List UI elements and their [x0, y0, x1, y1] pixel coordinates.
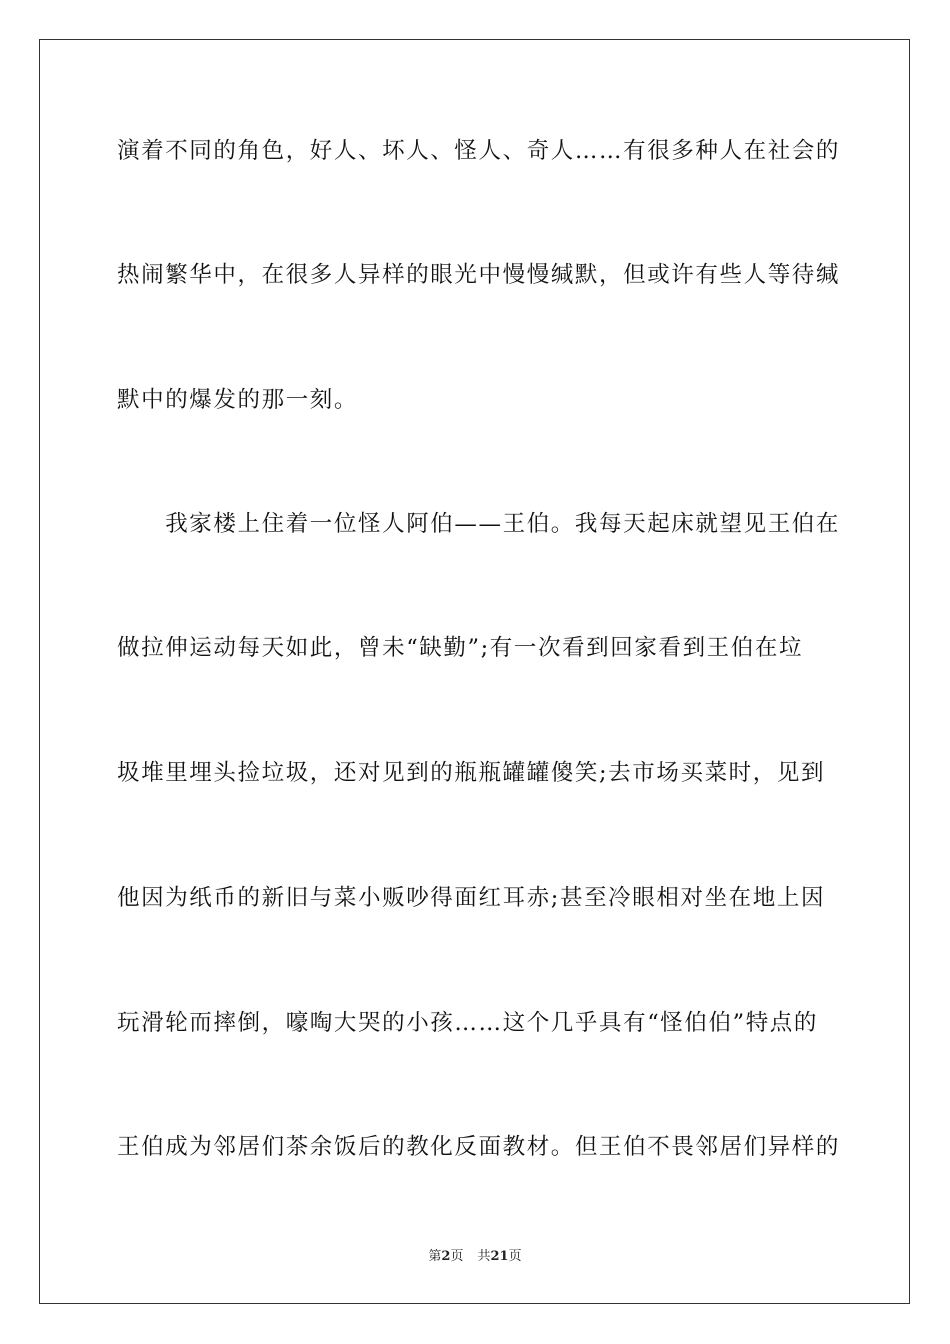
- page-border: [39, 39, 910, 1304]
- text-line: 他因为纸币的新旧与菜小贩吵得面红耳赤;甚至冷眼相对坐在地上因: [117, 885, 826, 911]
- page-suffix: 页: [450, 1249, 464, 1264]
- text-line: 默中的爆发的那一刻。: [117, 387, 359, 413]
- total-prefix: 共: [477, 1249, 491, 1264]
- text-line: 玩滑轮而摔倒，嚎啕大哭的小孩……这个几乎具有“怪伯伯”特点的: [117, 1010, 819, 1036]
- text-line: 圾堆里埋头捡垃圾，还对见到的瓶瓶罐罐傻笑;去市场买菜时，见到: [117, 760, 826, 786]
- page-prefix: 第: [428, 1249, 442, 1264]
- page-number: 2: [441, 1249, 451, 1264]
- total-pages: 21: [490, 1249, 509, 1264]
- text-line: 做拉伸运动每天如此，曾未“缺勤”;有一次看到回家看到王伯在垃: [117, 635, 804, 661]
- total-suffix: 页: [508, 1249, 522, 1264]
- page-footer: [0, 1248, 950, 1266]
- text-line: 热闹繁华中，在很多人异样的眼光中慢慢缄默，但或许有些人等待缄: [117, 262, 841, 288]
- text-line: 演着不同的角色，好人、坏人、怪人、奇人……有很多种人在社会的: [117, 138, 841, 164]
- paragraph-start-line: 我家楼上住着一位怪人阿伯——王伯。我每天起床就望见王伯在: [117, 511, 841, 537]
- text-line: 王伯成为邻居们茶余饭后的教化反面教材。但王伯不畏邻居们异样的: [117, 1134, 841, 1160]
